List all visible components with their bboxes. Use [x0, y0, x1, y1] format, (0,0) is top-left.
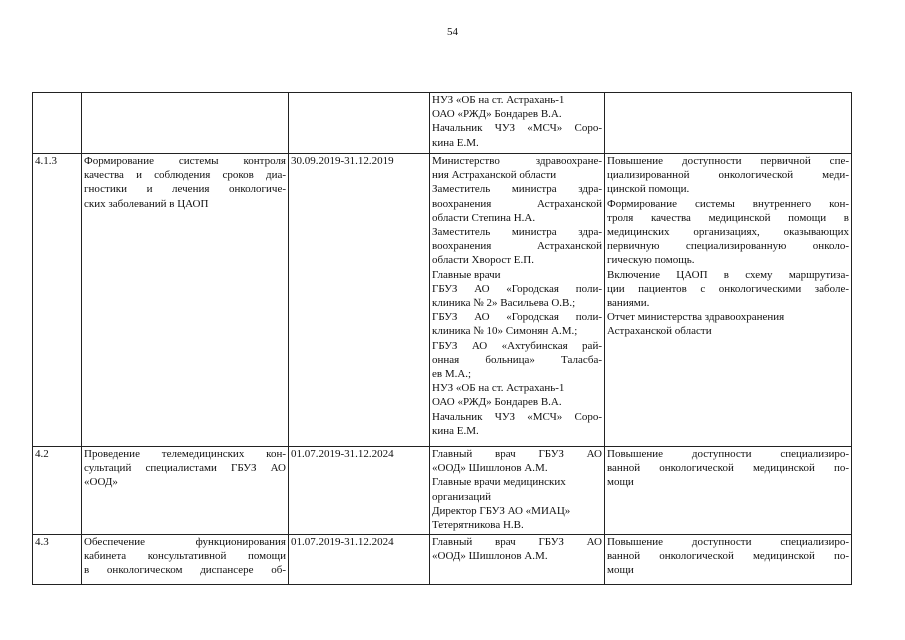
period-cell [289, 93, 430, 154]
period: 01.07.2019-31.12.2024 [291, 536, 394, 548]
period-cell [289, 535, 430, 585]
result-line: троля качества медицинской помощи в [607, 211, 849, 224]
period-cell [289, 154, 430, 447]
activity-name-line: качества и соблюдения сроков диа- [84, 169, 286, 182]
table-row [33, 154, 852, 447]
activity-name-line: в онкологическом диспансере об- [84, 564, 286, 577]
result-cell [605, 93, 852, 154]
activity-name-cell [82, 535, 289, 585]
result-line: Повышение доступности специализиро- [607, 448, 849, 460]
responsible-cell [430, 447, 605, 535]
responsible-line: клиника № 10» Симонян А.М.; [432, 325, 578, 338]
responsible-line: «ООД» Шишлонов А.М. [432, 462, 548, 475]
result-line: циализированной онкологической меди- [607, 169, 849, 182]
result-line: Формирование системы внутреннего кон- [607, 197, 849, 210]
responsible-line: организаций [432, 490, 492, 503]
table-row [33, 93, 852, 154]
responsible-line: Тетерятникова Н.В. [432, 519, 524, 532]
result-cell [605, 447, 852, 535]
responsible-line: ГБУЗ АО «Городская поли- [432, 282, 602, 295]
responsible-line: Главный врач ГБУЗ АО [432, 448, 602, 460]
result-line: ции пациентов с онкологическими заболе- [607, 282, 849, 295]
period: 01.07.2019-31.12.2024 [291, 448, 394, 460]
activity-name-cell [82, 154, 289, 447]
activity-name-line: «ООД» [84, 476, 118, 489]
activity-name-cell [82, 447, 289, 535]
result-line: Повышение доступности первичной спе- [607, 155, 849, 167]
responsible-cell [430, 154, 605, 447]
responsible-line: ОАО «РЖД» Бондарев В.А. [432, 108, 562, 121]
item-number-cell [33, 535, 82, 585]
period-cell [289, 447, 430, 535]
responsible-line: Начальник ЧУЗ «МСЧ» Соро- [432, 410, 602, 423]
activity-name-line: Проведение телемедицинских кон- [84, 448, 286, 460]
result-cell [605, 535, 852, 585]
result-line: мощи [607, 564, 634, 577]
table-row [33, 535, 852, 585]
responsible-line: ОАО «РЖД» Бондарев В.А. [432, 396, 562, 409]
result-line: Повышение доступности специализиро- [607, 536, 849, 548]
responsible-line: Начальник ЧУЗ «МСЧ» Соро- [432, 122, 602, 135]
result-line: первичную специализированную онколо- [607, 240, 849, 253]
responsible-line: кина Е.М. [432, 136, 479, 149]
result-line: цинской помощи. [607, 183, 690, 196]
page-number: 54 [447, 26, 458, 38]
responsible-line: Главные врачи медицинских [432, 476, 566, 489]
responsible-line: «ООД» Шишлонов А.М. [432, 550, 548, 563]
responsible-line: области Степина Н.А. [432, 211, 536, 224]
responsible-line: Главный врач ГБУЗ АО [432, 536, 602, 548]
item-number-cell [33, 93, 82, 154]
activity-name-cell [82, 93, 289, 154]
item-number: 4.3 [35, 536, 49, 548]
responsible-line: Министерство здравоохране- [432, 155, 602, 167]
result-line: гическую помощь. [607, 254, 695, 267]
period: 30.09.2019-31.12.2019 [291, 155, 394, 167]
result-line: Включение ЦАОП в схему маршрутиза- [607, 268, 849, 281]
responsible-line: ГБУЗ АО «Городская поли- [432, 311, 602, 324]
result-line: ванной онкологической медицинской по- [607, 462, 849, 475]
item-number: 4.1.3 [35, 155, 57, 167]
responsible-line: Заместитель министра здра- [432, 183, 602, 196]
activity-name-line: гностики и лечения онкологиче- [84, 183, 286, 196]
activity-name-line: Формирование системы контроля [84, 155, 286, 167]
result-line: медицинских организациях, оказывающих [607, 226, 849, 239]
result-line: ванной онкологической медицинской по- [607, 550, 849, 563]
responsible-line: воохранения Астраханской [432, 240, 602, 253]
responsible-line: онная больница» Таласба- [432, 353, 602, 366]
activity-name-line: ских заболеваний в ЦАОП [84, 197, 209, 210]
responsible-line: воохранения Астраханской [432, 197, 602, 210]
responsible-cell [430, 535, 605, 585]
item-number: 4.2 [35, 448, 49, 460]
result-line: Астраханской области [607, 325, 712, 338]
responsible-line: Директор ГБУЗ АО «МИАЦ» [432, 504, 571, 517]
responsible-line: ГБУЗ АО «Ахтубинская рай- [432, 339, 602, 352]
result-line: ваниями. [607, 297, 650, 310]
table-row [33, 447, 852, 535]
result-line: Отчет министерства здравоохранения [607, 311, 785, 324]
item-number-cell [33, 447, 82, 535]
item-number-cell [33, 154, 82, 447]
responsible-line: НУЗ «ОБ на ст. Астрахань-1 [432, 94, 565, 106]
responsible-line: кина Е.М. [432, 424, 479, 437]
result-line: мощи [607, 476, 634, 489]
responsible-line: Заместитель министра здра- [432, 226, 602, 239]
responsible-line: области Хворост Е.П. [432, 254, 534, 267]
activity-name-line: кабинета консультативной помощи [84, 550, 286, 563]
responsible-line: ев М.А.; [432, 368, 472, 381]
result-cell [605, 154, 852, 447]
plan-table [32, 92, 852, 585]
responsible-line: НУЗ «ОБ на ст. Астрахань-1 [432, 382, 565, 395]
responsible-line: ния Астраханской области [432, 169, 557, 182]
activity-name-line: сультаций специалистами ГБУЗ АО [84, 462, 286, 475]
responsible-line: Главные врачи [432, 268, 501, 281]
activity-name-line: Обеспечение функционирования [84, 536, 286, 548]
responsible-line: клиника № 2» Васильева О.В.; [432, 297, 576, 310]
responsible-cell [430, 93, 605, 154]
